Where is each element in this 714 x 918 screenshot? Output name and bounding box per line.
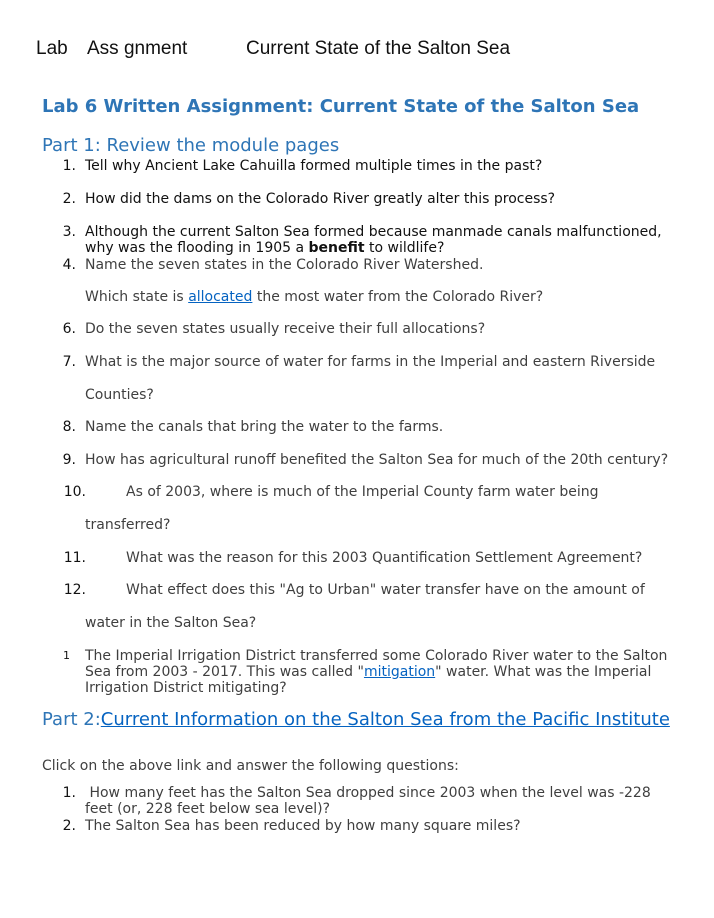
question-text: How did the dams on the Colorado River greatly alter this process? — [85, 191, 556, 207]
question-number: 11. — [63, 550, 86, 566]
question-number: 7. — [62, 354, 76, 370]
allocated-link[interactable]: allocated — [188, 289, 253, 305]
text-run: why was the flooding in 1905 a — [85, 240, 309, 256]
mitigation-link[interactable]: mitigation — [363, 664, 436, 680]
question-text-line1: What is the major source of water for farms in the Imperial and eastern Riverside — [85, 354, 656, 370]
question-number: 12. — [63, 582, 86, 598]
question-number: 2. — [62, 818, 76, 834]
header-lab: Lab — [36, 38, 68, 59]
question-text-line2 — [85, 664, 651, 680]
text-run: " water. What was the Imperial — [435, 664, 652, 680]
part2-instruction: Click on the above link and answer the following questions: — [42, 758, 459, 774]
question-text-line2: transferred? — [85, 517, 171, 533]
document-title: Lab 6 Written Assignment: Current State of the Salton Sea — [42, 96, 640, 117]
question-text: The Salton Sea has been reduced by how many square miles? — [85, 818, 521, 834]
bold-run: benefit — [308, 240, 365, 256]
question-number: 1. — [62, 158, 76, 174]
question-text-line1: How many feet has the Salton Sea dropped since 2003 when the level was -228 — [85, 785, 651, 801]
question-number: 2. — [62, 191, 76, 207]
question-number: 3. — [62, 224, 76, 240]
question-text-line3: Irrigation District mitigating? — [85, 680, 287, 696]
question-text-line1: Although the current Salton Sea formed because manmade canals malfunctioned, — [85, 224, 662, 240]
question-number: 1. — [62, 785, 76, 801]
question-number: 9. — [62, 452, 76, 468]
question-number: 4. — [62, 257, 76, 273]
question-text: Name the canals that bring the water to the farms. — [85, 419, 444, 435]
question-text-line2 — [85, 240, 444, 256]
part2-heading — [42, 708, 682, 731]
question-text: Tell why Ancient Lake Cahuilla formed multiple times in the past? — [85, 158, 543, 174]
question-text-line1: What effect does this "Ag to Urban" water transfer have on the amount of — [126, 582, 645, 598]
header-topic: Current State of the Salton Sea — [246, 38, 511, 59]
question-text: Name the seven states in the Colorado River Watershed. — [85, 257, 484, 273]
text-run: Which state is — [85, 289, 189, 305]
question-text — [85, 289, 543, 305]
question-text: What was the reason for this 2003 Quantification Settlement Agreement? — [126, 550, 643, 566]
question-text-line1: As of 2003, where is much of the Imperial County farm water being — [126, 484, 599, 500]
question-text-line1: The Imperial Irrigation District transferred some Colorado River water to the Salton — [85, 648, 668, 664]
part2-prefix: Part 2: — [42, 709, 101, 730]
question-number: 6. — [62, 321, 76, 337]
question-text: Do the seven states usually receive their full allocations? — [85, 321, 486, 337]
pacific-institute-link[interactable]: Current Information on the Salton Sea from the Pacific Institute — [100, 709, 670, 730]
question-text-line2: water in the Salton Sea? — [85, 615, 257, 631]
part1-heading: Part 1: Review the module pages — [42, 135, 340, 156]
question-text-line2: Counties? — [85, 387, 154, 403]
question-text-line2: feet (or, 228 feet below sea level)? — [85, 801, 331, 817]
question-number: 1 — [63, 649, 70, 662]
text-run: Sea from 2003 - 2017. This was called " — [85, 664, 364, 680]
question-text: How has agricultural runoff benefited the Salton Sea for much of the 20th century? — [85, 452, 669, 468]
question-number: 10. — [63, 484, 86, 500]
text-run: the most water from the Colorado River? — [252, 289, 544, 305]
header-assignment: Ass gnment — [87, 38, 188, 59]
question-number: 8. — [62, 419, 76, 435]
text-run: to wildlife? — [364, 240, 445, 256]
